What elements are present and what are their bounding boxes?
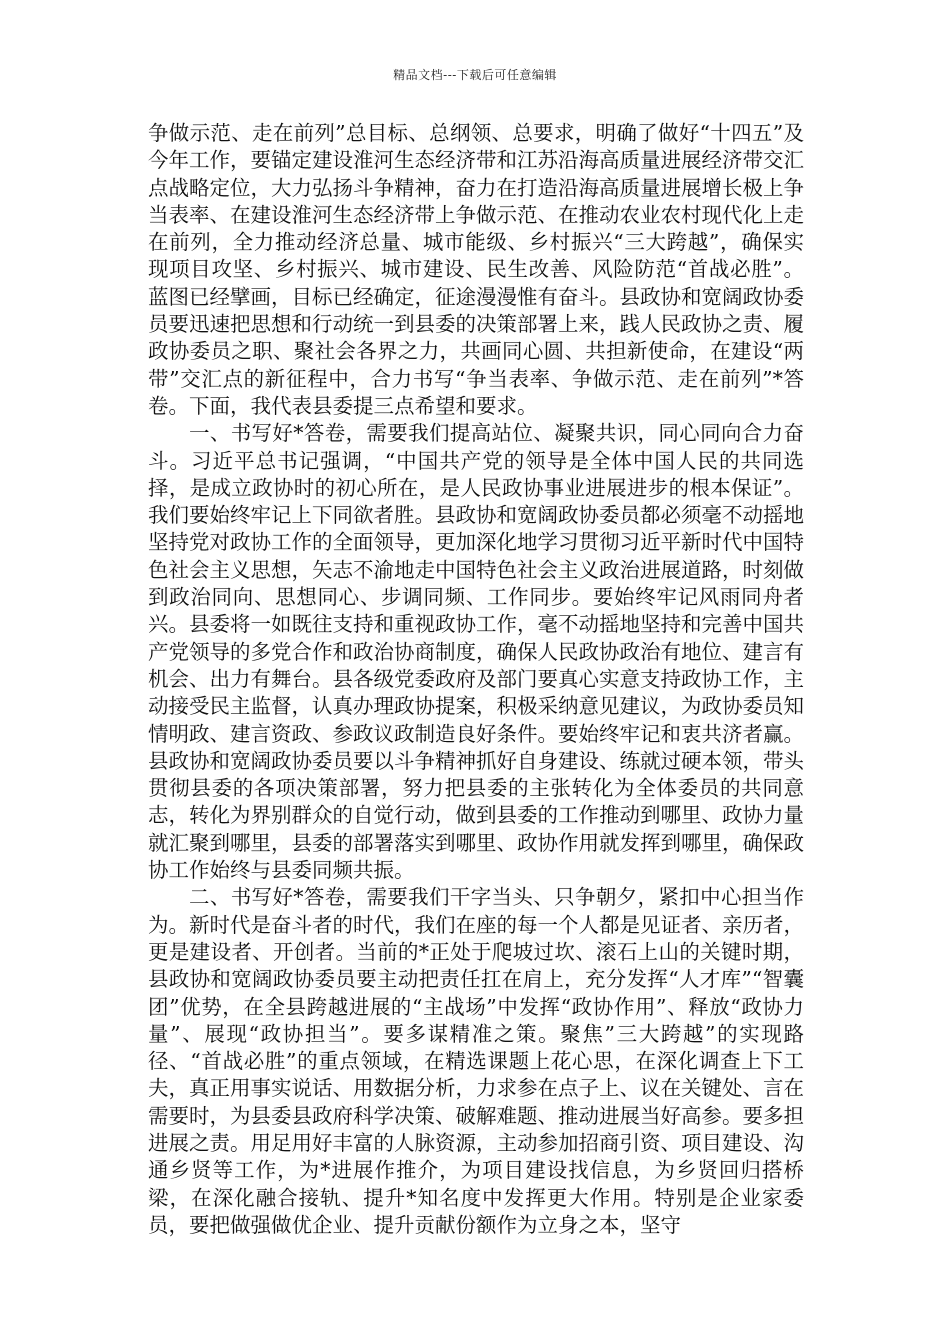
paragraph-point-one: 一、书写好*答卷，需要我们提高站位、凝聚共识，同心同向合力奋斗。习近平总书记强调，“中国共产党的领导是全体中国人民的共同选择，是成立政协时的初心所在，是人民政协事业进展进步的根本保证”。我们要始终牢记上下同欲者胜。县政协和宽阔政协委员都必须毫不动摇地坚持党对政协工作的全面领导，更加深化地学习贯彻习近平新时代中国特色社会主义思想，矢志不渝地走中国特色社会主义政治进展道路，时刻做到政治同向、思想同心、步调同频、工作同步。要始终牢记风雨同舟者兴。县委将一如既往支持和重视政协工作，毫不动摇地坚持和完善中国共产党领导的多党合作和政治协商制度，确保人民政协政治有地位、建言有机会、出力有舞台。县各级党委政府及部门要真心实意支持政协工作，主动接受民主监督，认真办理政协提案，积极采纳意见建议，为政协委员知情明政、建言资政、参政议政制造良好条件。要始终牢记和衷共济者赢。县政协和宽阔政协委员要以斗争精神抓好自身建设、练就过硬本领，带头贯彻县委的各项决策部署，努力把县委的主张转化为全体委员的共同意志，转化为界别群众的自觉行动，做到县委的工作推动到哪里、政协力量就汇聚到哪里，县委的部署落实到哪里、政协作用就发挥到哪里，确保政协工作始终与县委同频共振。 [148,421,804,883]
paragraph-continuation: 争做示范、走在前列”总目标、总纲领、总要求，明确了做好“十四五”及今年工作，要锚定建设淮河生态经济带和江苏沿海高质量进展经济带交汇点战略定位，大力弘扬斗争精神，奋力在打造沿海高质量进展增长极上争当表率、在建设淮河生态经济带上争做示范、在推动农业农村现代化上走在前列，全力推动经济总量、城市能级、乡村振兴“三大跨越”，确保实现项目攻坚、乡村振兴、城市建设、民生改善、风险防范“首战必胜”。蓝图已经擘画，目标已经确定，征途漫漫惟有奋斗。县政协和宽阔政协委员要迅速把思想和行动统一到县委的决策部署上来，践人民政协之责、履政协委员之职、聚社会各界之力，共画同心圆、共担新使命，在建设“两带”交汇点的新征程中，合力书写“争当表率、争做示范、走在前列”*答卷。下面，我代表县委提三点希望和要求。 [148,121,804,418]
paragraph-point-two: 二、书写好*答卷，需要我们干字当头、只争朝夕，紧扣中心担当作为。新时代是奋斗者的时代，我们在座的每一个人都是见证者、亲历者，更是建设者、开创者。当前的*正处于爬坡过坎、滚石上山的关键时期，县政协和宽阔政协委员要主动把责任扛在肩上，充分发挥“人才库”“智囊团”优势，在全县跨越进展的“主战场”中发挥“政协作用”、释放“政协力量”、展现“政协担当”。要多谋精准之策。聚焦”三大跨越”的实现路径、“首战必胜”的重点领域，在精选课题上花心思，在深化调查上下工夫，真正用事实说话、用数据分析，力求参在点子上、议在关键处、言在需要时，为县委县政府科学决策、破解难题、推动进展当好高参。要多担进展之责。用足用好丰富的人脉资源，主动参加招商引资、项目建设、沟通乡贤等工作，为*进展作推介，为项目建设找信息，为乡贤回归搭桥梁，在深化融合接轨、提升*知名度中发挥更大作用。特别是企业家委员，要把做强做优企业、提升贡献份额作为立身之本，坚守 [148,885,804,1237]
page-header: 精品文档---下载后可任意编辑 [393,68,557,82]
document-body [148,120,804,1239]
